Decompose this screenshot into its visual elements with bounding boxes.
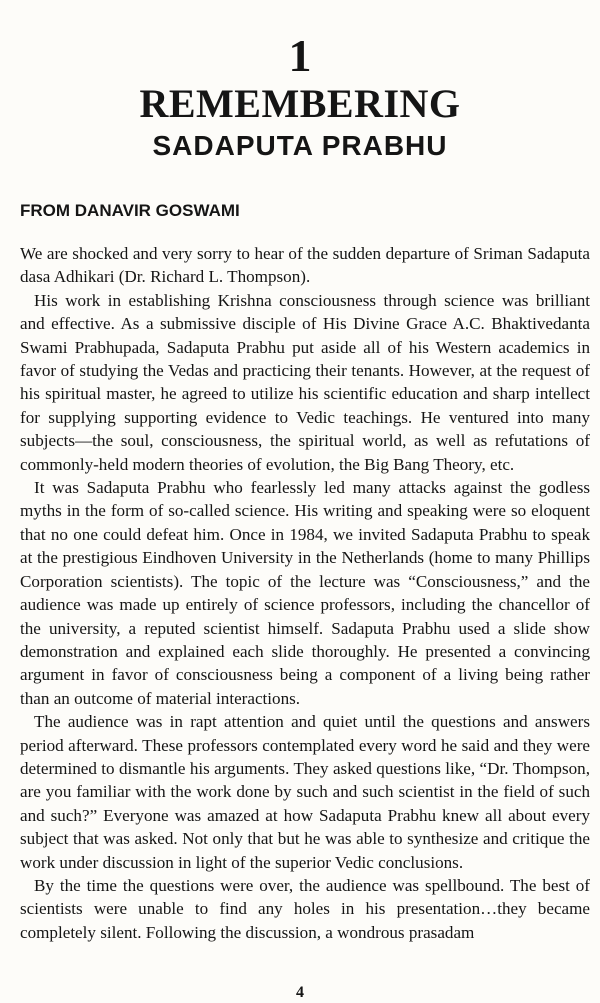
article-body bbox=[20, 242, 590, 944]
paragraph-1: We are shocked and very sorry to hear of the sudden departure of Sriman Sadaputa dasa Adhikari (Dr. Richard L. Thompson). bbox=[20, 244, 590, 287]
chapter-subtitle: SADAPUTA PRABHU bbox=[152, 130, 448, 161]
chapter-number: 1 bbox=[288, 30, 312, 81]
section-heading: FROM DANAVIR GOSWAMI bbox=[20, 201, 240, 220]
paragraph-2: His work in establishing Krishna consciousness through science was brilliant and effective. As a submissive disciple of His Divine Grace A.C. Bhaktivedanta Swami Prabhupada, Sadaputa Prabhu put aside all of his Western academics in favor of studying the Vedas and practicing their tenants. However, at the request of his spiritual master, he agreed to utilize his scientific education and sharp intellect for supplying supporting evidence to Vedic teachings. He ventured into many subjects—the soul, consciousness, the spiritual world, as well as refutations of commonly-held modern theories of evolution, the Big Bang Theory, etc. bbox=[20, 290, 590, 474]
paragraph-3: It was Sadaputa Prabhu who fearlessly led many attacks against the godless myths in the form of so-called science. His writing and speaking were so eloquent that no one could defeat him. Once in 1984, we invited Sadaputa Prabhu to speak at the prestigious Eindhoven University in the Netherlands (home to many Phillips Corporation scientists). The topic of the lecture was “Consciousness,” and the audience was made up entirely of science professors, including the chancellor of the university, a reputed scientist himself. Sadaputa Prabhu used a slide show demonstration and explained each slide thoroughly. He presented a convincing argument in favor of consciousness being a component of a living being rather than an outcome of material interactions. bbox=[20, 478, 590, 708]
page-number: 4 bbox=[296, 984, 304, 1001]
paragraph-5: By the time the questions were over, the audience was spellbound. The best of scientists were unable to find any holes in his presentation…they became completely silent. Following the discussion, a wondrous prasadam bbox=[20, 875, 590, 942]
chapter-title: REMEMBERING bbox=[139, 81, 461, 126]
paragraph-4: The audience was in rapt attention and quiet until the questions and answers period afterward. These professors contemplated every word he said and they were determined to dismantle his arguments. They asked questions like, “Dr. Thompson, are you familiar with the work done by such and such scientist in the field of such and such?” Everyone was amazed at how Sadaputa Prabhu knew all about every subject that was asked. Not only that but he was able to synthesize and critique the work under discussion in light of the superior Vedic conclusions. bbox=[20, 712, 590, 872]
